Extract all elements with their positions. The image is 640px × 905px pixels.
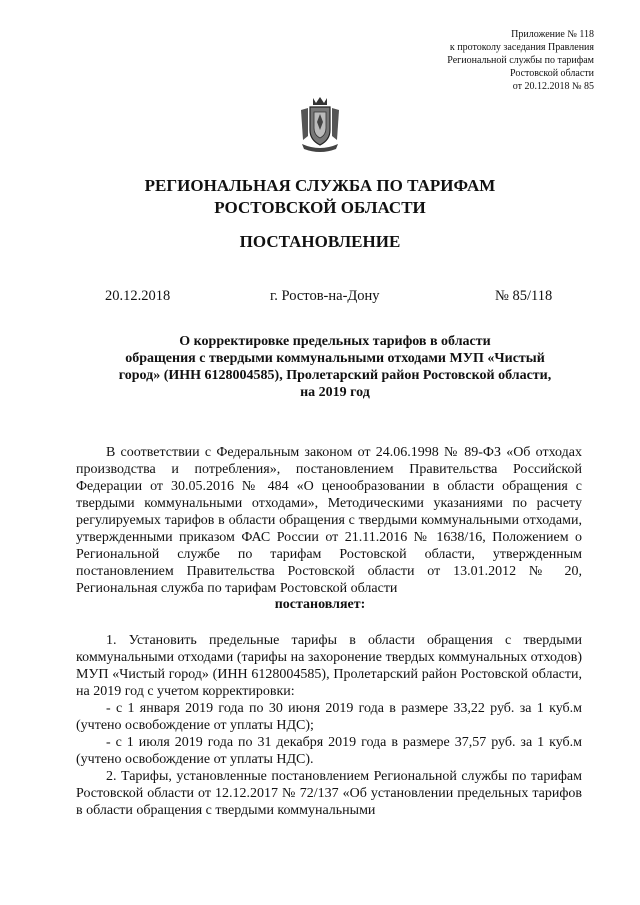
document-number: № 85/118 — [495, 288, 553, 304]
preamble — [76, 444, 582, 597]
coat-of-arms-icon — [296, 96, 344, 154]
appendix-line: Приложение № 118 — [511, 29, 594, 40]
title-line: О корректировке предельных тарифов в области — [179, 334, 491, 349]
appendix-line: к протоколу заседания Правления — [449, 42, 594, 53]
resolution-items — [76, 632, 582, 819]
document-type: ПОСТАНОВЛЕНИЕ — [239, 232, 401, 251]
resolution-heading: постановляет: — [274, 597, 366, 612]
title-line: город» (ИНН 6128004585), Пролетарский район Ростовской области, — [118, 368, 552, 383]
organization-name — [0, 175, 640, 219]
appendix-line: от 20.12.2018 № 85 — [512, 81, 594, 92]
item-paragraph: 2. Тарифы, установленные постановлением Региональной службы по тарифам Ростовской области от 12.12.2017 № 72/137 «Об установлении предельных тарифов в области обращения с твердыми коммунальными — [76, 769, 582, 818]
document-date: 20.12.2018 — [105, 288, 171, 304]
org-line: РЕГИОНАЛЬНАЯ СЛУЖБА ПО ТАРИФАМ — [144, 176, 496, 195]
title-line: на 2019 год — [300, 385, 370, 400]
appendix-line: Ростовской области — [510, 68, 594, 79]
document-city: г. Ростов-на-Дону — [270, 288, 380, 304]
document-title — [100, 333, 570, 401]
title-line: обращения с твердыми коммунальными отходами МУП «Чистый — [125, 351, 545, 366]
item-paragraph: 1. Установить предельные тарифы в области обращения с твердыми коммунальными отходами (тарифы на захоронение твердых коммунальных отходов) МУП «Чистый город» (ИНН 6128004585), Пролетарский район Ростовской области, на 2019 год с учетом корректировки: — [76, 633, 582, 699]
appendix-note — [447, 28, 594, 93]
org-line: РОСТОВСКОЙ ОБЛАСТИ — [214, 198, 426, 217]
item-paragraph: - с 1 июля 2019 года по 31 декабря 2019 года в размере 37,57 руб. за 1 куб.м (учтено освобождение от уплаты НДС). — [76, 735, 582, 767]
preamble-paragraph: В соответствии с Федеральным законом от 24.06.1998 № 89-ФЗ «Об отходах производства и потребления», постановлением Правительства Российской Федерации от 30.05.2016 № 484 «О ценообразовании в области обращения с твердыми коммунальными отходами», Методическими указаниями по расчету регулируемых тарифов в области обращения с твердыми коммунальными отходами, утвержденными приказом ФАС России от 21.11.2016 № 1638/16, Положением о Региональной службе по тарифам Ростовской области, утвержденным постановлением Правительства Ростовской области от 13.01.2012 № 20, Региональная служба по тарифам Ростовской области — [76, 445, 582, 596]
appendix-line: Региональной службы по тарифам — [447, 55, 594, 66]
item-paragraph: - с 1 января 2019 года по 30 июня 2019 года в размере 33,22 руб. за 1 куб.м (учтено освобождение от уплаты НДС); — [76, 701, 582, 733]
